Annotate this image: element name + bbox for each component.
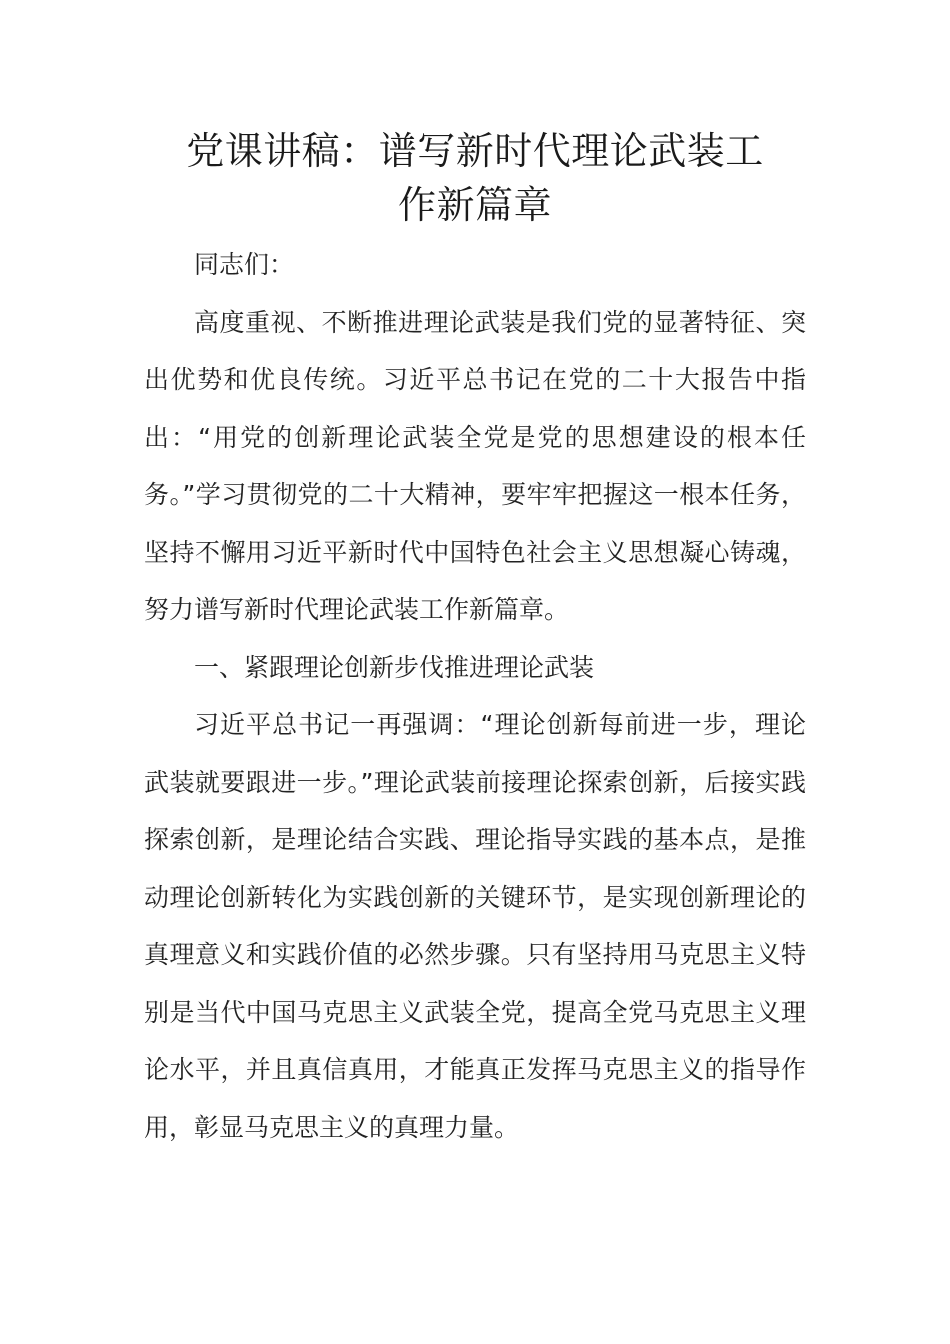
paragraph-section-1: 习近平总书记一再强调：“理论创新每前进一步，理论武装就要跟进一步。”理论武装前接理论探索创新，后接实践探索创新，是理论结合实践、理论指导实践的基本点，是推动理论创新转化为实践创新的关键环节，是实现创新理论的真理意义和实践价值的必然步骤。只有坚持用马克思主义特别是当代中国马克思主义武装全党，提高全党马克思主义理论水平，并且真信真用，才能真正发挥马克思主义的指导作用，彰显马克思主义的真理力量。 (144, 710, 806, 1142)
document-title-line-1: 党课讲稿：谱写新时代理论武装工 (186, 129, 764, 173)
section-heading-1: 一、紧跟理论创新步伐推进理论武装 (194, 652, 595, 682)
document-title (144, 124, 806, 232)
document-body (144, 124, 806, 1156)
document-title-line-2: 作新篇章 (397, 183, 552, 227)
paragraph-intro: 高度重视、不断推进理论武装是我们党的显著特征、突出优势和优良传统。习近平总书记在党的二十大报告中指出：“用党的创新理论武装全党是党的思想建设的根本任务。”学习贯彻党的二十大精神，要牢牢把握这一根本任务，坚持不懈用习近平新时代中国特色社会主义思想凝心铸魂，努力谱写新时代理论武装工作新篇章。 (144, 307, 806, 624)
salutation: 同志们： (194, 250, 295, 279)
